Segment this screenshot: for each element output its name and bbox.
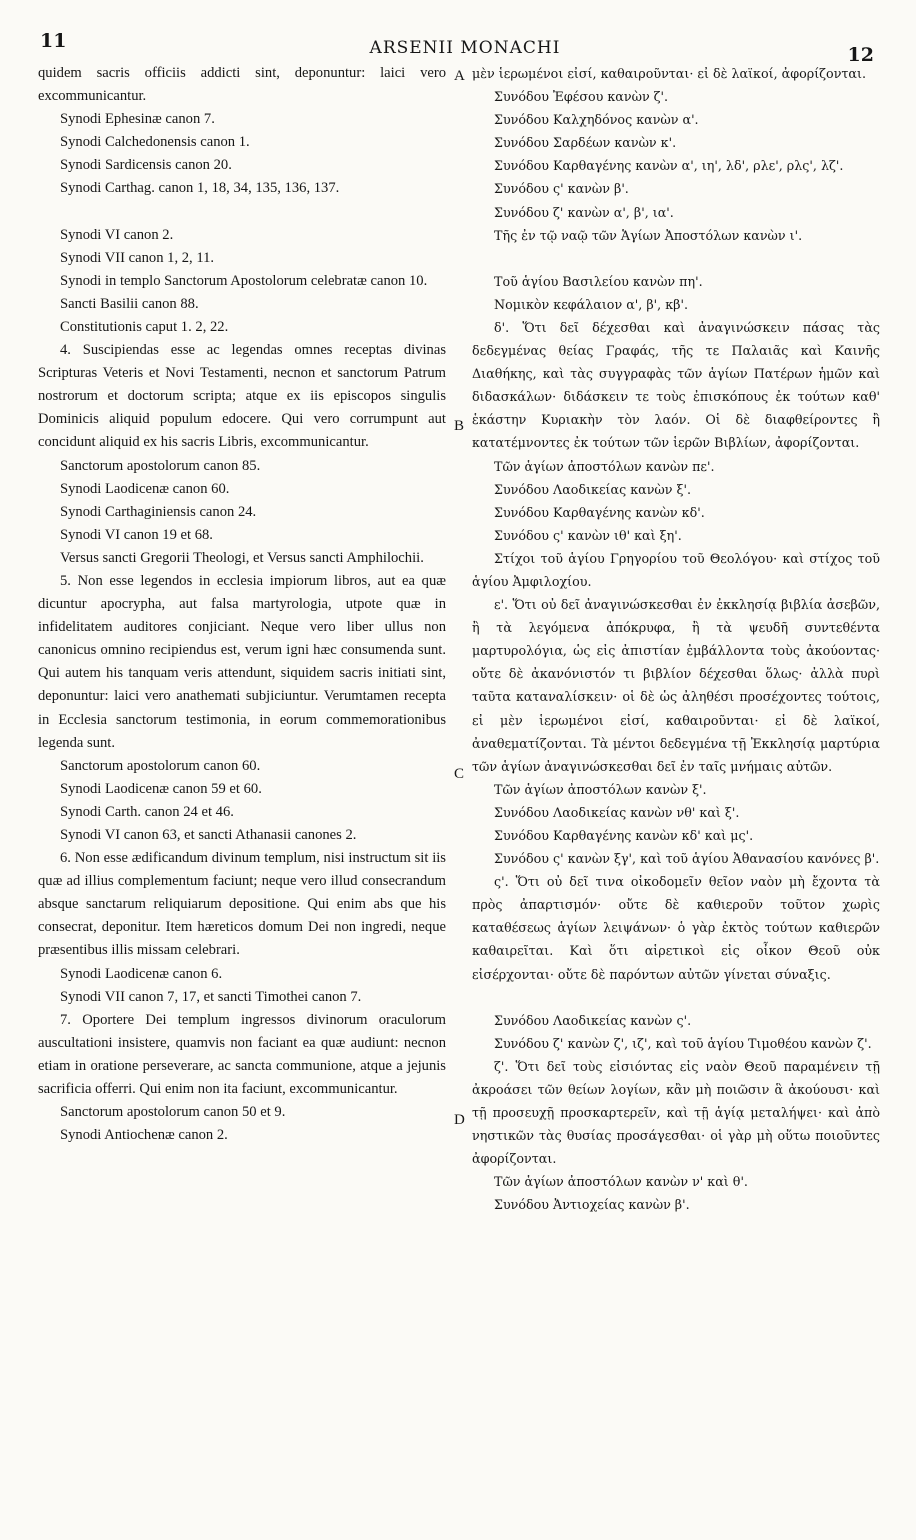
latin-canon-ref: Sanctorum apostolorum canon 50 et 9. xyxy=(60,1104,286,1121)
greek-canon-ref: Τῶν ἁγίων ἀποστόλων κανὼν ν' καὶ θ'. xyxy=(494,1174,748,1190)
greek-paragraph: δ'. Ὅτι δεῖ δέχεσθαι καὶ ἀναγινώσκειν πάσας τὰς δεδεγμένας θείας Γραφάς, τῆς τε Παλαιᾶς καὶ Καινῆς Διαθήκης, καὶ τὰς συγγραφὰς τῶν ἁγίων Πατέρων ἡμῶν καὶ διδασκάλων· διδάσκειν τε τοὺς ἐπισκόπους ἐκ τούτων καθ' ἑκάστην Κυριακὴν τὸν λαόν. Οἱ δὲ διαφθείροντες ἢ κατατέμνοντες ἐκ τούτων τῶν ἱερῶν Βιβλίων, ἀφορίζονται. xyxy=(472,319,880,451)
greek-canon-ref: Συνόδου ς' κανὼν ιθ' καὶ ξη'. xyxy=(494,527,682,543)
latin-canon-ref: Versus sancti Gregorii Theologi, et Versus sancti Amphilochii. xyxy=(60,549,424,566)
page-number-right: 12 xyxy=(847,44,874,66)
greek-canon-ref: Συνόδου ζ' κανὼν ζ', ιζ', καὶ τοῦ ἁγίου Τιμοθέου κανὼν ζ'. xyxy=(494,1035,872,1051)
greek-canon-ref: Συνόδου Καλχηδόνος κανὼν α'. xyxy=(494,112,699,128)
latin-canon-ref: Synodi Calchedonensis canon 1. xyxy=(60,134,250,151)
greek-paragraph: ζ'. Ὅτι δεῖ τοὺς εἰσιόντας εἰς ναὸν Θεοῦ παραμένειν τῇ ἀκροάσει τῶν θείων λογίων, κἂν μὴ ποιῶσιν ἃ ἀκούουσι· καὶ τῇ προσευχῇ προσκαρτερεῖν, καὶ τῇ ἁγίᾳ μεταλήψει· καὶ ἀπὸ νηστικῶν τὰς θυσίας προσάγεσθαι· οἱ γὰρ μὴ οὕτω ποιοῦντες ἀφορίζονται. xyxy=(472,1058,880,1167)
latin-canon-ref: Synodi in templo Sanctorum Apostolorum celebratæ canon 10. xyxy=(60,272,428,289)
greek-canon-ref: Τῆς ἐν τῷ ναῷ τῶν Ἁγίων Ἀποστόλων κανὼν ι'. xyxy=(494,227,803,243)
latin-paragraph: 5. Non esse legendos in ecclesia impiorum libros, aut ea quæ dicuntur apocrypha, aut falsa martyrologia, utpote quæ in infidelitatem auditores conjiciant. Neque vero liber ullus non canonicus omnino recipiendus est, verum igni hæc consumenda sunt. Qui autem his tanquam veris attendunt, siquidem sacris initiati sint, deponuntur: laici vero anathemati subjiciuntur. Verumtamen recepta in Ecclesia sanctorum testimonia, in eorum commemorationibus legenda sunt. xyxy=(38,572,446,751)
greek-canon-ref: Συνόδου Ἀντιοχείας κανὼν β'. xyxy=(494,1197,690,1213)
latin-paragraph: quidem sacris officiis addicti sint, deponuntur: laici vero excommunicantur. xyxy=(38,65,446,105)
latin-canon-ref: Synodi Laodicenæ canon 6. xyxy=(60,965,223,982)
latin-canon-ref: Sancti Basilii canon 88. xyxy=(60,295,199,312)
latin-canon-ref: Sanctorum apostolorum canon 85. xyxy=(60,457,261,474)
latin-canon-ref: Synodi Laodicenæ canon 60. xyxy=(60,480,230,497)
greek-canon-ref: Συνόδου Καρθαγένης κανὼν κδ' καὶ μς'. xyxy=(494,828,754,843)
greek-canon-ref: Συνόδου ς' κανὼν β'. xyxy=(494,181,629,197)
page-number-left: 11 xyxy=(40,30,67,52)
latin-canon-ref: Constitutionis caput 1. 2, 22. xyxy=(60,318,229,335)
latin-canon-ref: Synodi Carth. canon 24 et 46. xyxy=(60,803,234,820)
latin-column xyxy=(38,62,446,1147)
greek-canon-ref: Τῶν ἁγίων ἀποστόλων κανὼν ξ'. xyxy=(494,781,707,797)
latin-paragraph: 6. Non esse ædificandum divinum templum, nisi instructum sit iis quæ ad illius complementum faciunt; neque vero illud consecrandum absque sanctarum reliquiarum depositione. Qui enim abs que his consecrat, deponitur. Item hæreticos domum Dei non ingredi, neque præsentibus illis missam celebrari. xyxy=(38,850,446,959)
greek-paragraph: μὲν ἱερωμένοι εἰσί, καθαιροῦνται· εἰ δὲ λαϊκοί, ἀφορίζονται. xyxy=(472,66,867,81)
margin-marker-d: D xyxy=(454,1112,465,1128)
latin-canon-ref: Synodi Laodicenæ canon 59 et 60. xyxy=(60,780,262,797)
latin-paragraph: 7. Oportere Dei templum ingressos divinorum oraculorum auscultationi insistere, quamvis non faciant ea quæ audiunt: necnon etiam in oratione perseverare, ac sancta communione, atque a jejunis sacrificia offerri. Qui enim non ita faciunt, excommunicantur. xyxy=(38,1011,446,1098)
greek-canon-ref: Συνόδου Λαοδικείας κανὼν νθ' καὶ ξ'. xyxy=(494,804,740,820)
latin-canon-ref: Synodi Sardicensis canon 20. xyxy=(60,157,232,174)
latin-canon-ref: Synodi Antiochenæ canon 2. xyxy=(60,1127,228,1144)
greek-canon-ref: Τοῦ ἁγίου Βασιλείου κανὼν πη'. xyxy=(494,273,703,289)
greek-canon-ref: Συνόδου Λαοδικείας κανὼν ξ'. xyxy=(494,481,692,497)
greek-paragraph: ε'. Ὅτι οὐ δεῖ ἀναγινώσκεσθαι ἐν ἐκκλησίᾳ βιβλία ἀσεβῶν, ἢ τὰ λεγόμενα ἀπόκρυφα, ἢ τὰ ψευδῆ συντεθέντα μαρτυρολόγια, ὡς εἰς ἀπιστίαν ἐμβάλλοντα τοὺς ἀκούοντας· οὔτε δὲ ἀκανόνιστόν τι βιβλίον δέχεσθαι ὅλως· ἀλλὰ πυρὶ ταῦτα καταναλίσκειν· οἱ δὲ ὡς ἀληθέσι προσέχοντες τούτοις, εἰ μὲν ἱερωμένοι εἰσί, καθαιροῦνται· εἰ δὲ λαϊκοί, ἀναθεματίζονται. Τὰ μέντοι δεδεγμένα τῇ Ἐκκλησίᾳ μαρτύρια τῶν ἁγίων ἀναγινώσκεσθαι δεῖ ἐν ταῖς μνήμαις αὐτῶν. xyxy=(472,597,880,774)
greek-paragraph: ς'. Ὅτι οὐ δεῖ τινα οἰκοδομεῖν θεῖον ναὸν μὴ ἔχοντα τὰ πρὸς ἀπαρτισμόν· οὔτε δὲ καθιεροῦν τοῦτον χωρὶς καταθέσεως ἁγίων λειψάνων· ὁ γὰρ ἐκτὸς τούτων καθιερῶν καθαιρεῖται. Καὶ ὅτι αἱρετικοὶ εἰς οἶκον Θεοῦ οὐκ εἰσέρχονται· οὔτε δὲ παρόντων αὐτῶν γίνεται σύναξις. xyxy=(472,874,880,982)
margin-marker-b: B xyxy=(454,418,465,434)
greek-canon-ref: Στίχοι τοῦ ἁγίου Γρηγορίου τοῦ Θεολόγου· καὶ στίχος τοῦ ἁγίου Ἀμφιλοχίου. xyxy=(472,550,880,589)
latin-canon-ref: Synodi VI canon 2. xyxy=(60,226,174,243)
latin-canon-ref: Synodi VI canon 63, et sancti Athanasii canones 2. xyxy=(60,827,357,843)
greek-canon-ref: Τῶν ἁγίων ἀποστόλων κανὼν πε'. xyxy=(494,458,715,474)
latin-canon-ref: Synodi VII canon 1, 2, 11. xyxy=(60,249,215,266)
latin-canon-ref: Synodi VI canon 19 et 68. xyxy=(60,526,213,543)
greek-canon-ref: Συνόδου Λαοδικείας κανὼν ς'. xyxy=(494,1012,692,1028)
greek-canon-ref: Συνόδου ς' κανὼν ξγ', καὶ τοῦ ἁγίου Ἀθανασίου κανόνες β'. xyxy=(494,851,880,867)
latin-paragraph: 4. Suscipiendas esse ac legendas omnes receptas divinas Scripturas Veteris et Novi Testamenti, necnon et sanctorum Patrum nostrorum et doctorum scripta; atque ex iis episcopos singulis Dominicis aliquid populum edocere. Qui vero corrumpunt aut concidunt aliquid ex his sacris Libris, excommunicantur. xyxy=(38,342,446,451)
margin-marker-a: A xyxy=(454,68,465,84)
greek-column xyxy=(472,62,880,1217)
greek-canon-ref: Συνόδου ζ' κανὼν α', β', ια'. xyxy=(494,204,674,220)
running-title: ARSENII MONACHI xyxy=(369,38,561,58)
page-header xyxy=(0,30,916,66)
greek-canon-ref: Συνόδου Σαρδέων κανὼν κ'. xyxy=(494,135,677,151)
margin-marker-c: C xyxy=(454,766,465,782)
latin-canon-ref: Synodi Carthaginiensis canon 24. xyxy=(60,503,257,520)
greek-canon-ref: Συνόδου Καρθαγένης κανὼν α', ιη', λδ', ρλε', ρλς', λζ'. xyxy=(494,158,844,174)
latin-canon-ref: Synodi Ephesinæ canon 7. xyxy=(60,111,215,128)
latin-canon-ref: Sanctorum apostolorum canon 60. xyxy=(60,757,261,774)
latin-canon-ref: Synodi Carthag. canon 1, 18, 34, 135, 136, 137. xyxy=(60,180,340,197)
greek-canon-ref: Νομικὸν κεφάλαιον α', β', κβ'. xyxy=(494,296,688,312)
latin-canon-ref: Synodi VII canon 7, 17, et sancti Timothei canon 7. xyxy=(60,988,362,1005)
greek-canon-ref: Συνόδου Ἐφέσου κανὼν ζ'. xyxy=(494,89,669,105)
greek-canon-ref: Συνόδου Καρθαγένης κανὼν κδ'. xyxy=(494,504,705,520)
